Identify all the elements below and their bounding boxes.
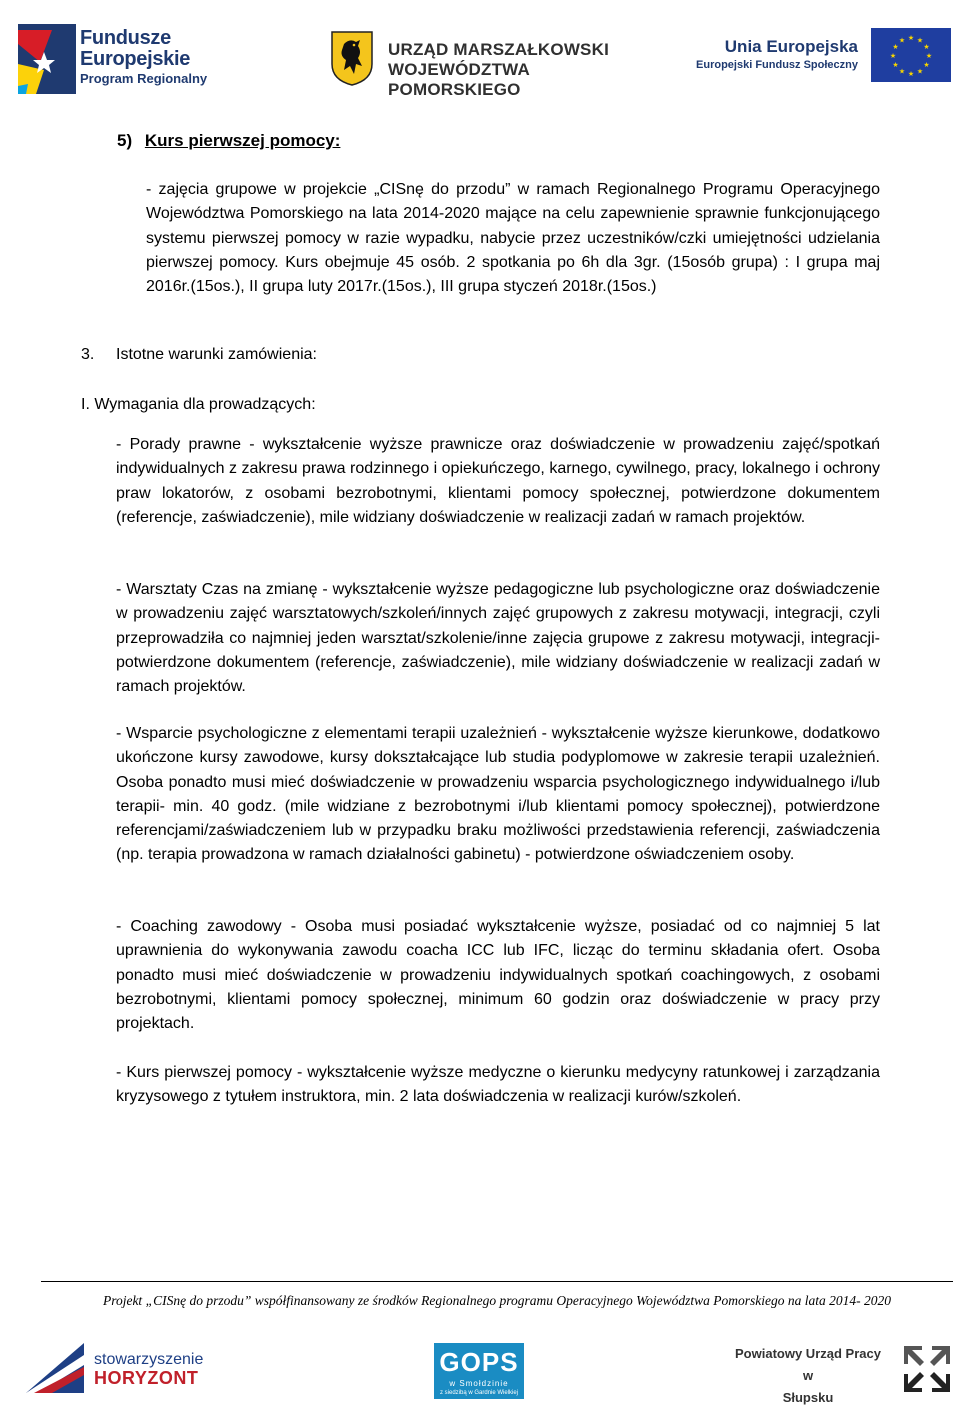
footer-divider [41,1281,953,1282]
svg-text:★: ★ [889,52,897,60]
svg-text:★: ★ [892,61,899,69]
unia-europejska-logo [690,28,950,88]
eu-flag-icon [871,28,951,82]
fe-flag-icon [14,24,76,94]
svg-text:★: ★ [907,70,915,78]
urzad-marszalkowski-logo [330,30,650,99]
svg-text:★: ★ [898,67,906,76]
svg-text:★: ★ [898,36,906,45]
horyzont-line-1: stowarzyszenie [94,1351,204,1368]
conditions-number: 3. [81,346,95,363]
fe-line-2: Europejskie [80,48,191,70]
pup-line-2: w [802,1368,814,1383]
requirements-subheading: I. Wymagania dla prowadzących: [81,396,316,413]
powiatowy-urzad-pracy-logo [722,1340,954,1405]
gops-title: GOPS [439,1347,519,1377]
requirement-paragraph: - Kurs pierwszej pomocy - wykształcenie wyższe medyczne o kierunku medycyny ratunkowej i zarządzania kryzysowego z tytułem instruktora, min. 2 lata doświadczenia w realizacji kurów/szkoleń. [116,1064,880,1106]
requirement-paragraph: - Wsparcie psychologiczne z elementami terapii uzależnień - wykształcenie wyższe kierunkowe, dodatkowo ukończone kursy zawodowe, kursy dokształcające lub studia podyplomowe w zakresie terapii uzależnień. Osoba ponadto musi mieć doświadczenie w prowadzeniu wsparcia psychologicznego indywidualnego i/lub terapii- min. 40 godz. (mile widziane z bezrobotnymi i/lub klientami pomocy społecznej), potwierdzone referencjami/zaświadczeniem lub w przypadku braku możliwości przedstawienia referencji, zaświadczenia (np. terapia prowadzona w ramach działalności gabinetu) - potwierdzone oświadczeniem osoby. [116,725,880,864]
fe-line-3: Program Regionalny [80,71,208,86]
um-line-2: WOJEWÓDZTWA POMORSKIEGO [388,60,530,99]
gops-line-2: z siedzibą w Gardnie Wielkiej [439,1390,519,1396]
ue-line-2: Europejski Fundusz Społeczny [696,59,858,71]
fe-line-1: Fundusze [80,27,171,49]
svg-text:★: ★ [916,36,924,45]
section-title: Kurs pierwszej pomocy: [144,131,341,150]
pup-line-3: Słupsku [782,1390,834,1405]
page-header [0,0,960,118]
svg-text:★: ★ [907,34,915,42]
fundusze-europejskie-logo [14,18,214,98]
requirement-paragraph: - Coaching zawodowy - Osoba musi posiadać wykształcenie wyższe, posiadać od co najmniej 5 lat uprawnienia do wykonywania zawodu coacha ICC lub IFC, licząc do terminu składania ofert. Osoba ponadto musi mieć doświadczenie w prowadzeniu indywidualnych spotkań coachingowych, z osobami bezrobotnymi, klientami pomocy społecznej, minimum 60 godzin oraz doświadczenie w pracy przy projektach. [116,918,880,1033]
svg-text:★: ★ [892,43,899,51]
requirement-paragraph: - Porady prawne - wykształcenie wyższe prawnicze oraz doświadczenie w prowadzeniu zajęć/spotkań indywidualnych z zakresu prawa rodzinnego i opiekuńczego, karnego, cywilnego, pracy, lokalnego i ochrony praw lokatorów, z osobami bezrobotnymi, klientami pomocy społecznej, potwierdzone dokumentem (referencje, zaświadczenie), mile widziany doświadczenie w realizacji zadań w ramach projektów. [116,436,880,526]
requirement-paragraph: - Warsztaty Czas na zmianę - wykształcenie wyższe pedagogiczne lub psychologiczne oraz doświadczenie w prowadzeniu zajęć warsztatowych/szkoleń/innych zajęć grupowych z zakresu motywacji, integracji, czyli przeprowadziła co najmniej jeden warsztat/szkolenie/inne zajęcia grupowe z zakresu motywacji, integracji- potwierdzone dokumentem (referencje, zaświadczenie), mile widziany doświadczenie w realizacji zadań w ramach projektów. [116,581,880,696]
horyzont-emblem-icon [26,1337,84,1393]
horyzont-logo [26,1337,216,1397]
pup-text [722,1343,894,1409]
section-heading [117,131,340,151]
gops-logo [434,1343,524,1399]
pup-line-2-3 [722,1365,894,1409]
pup-line-1: Powiatowy Urząd Pracy [735,1346,881,1361]
um-line-1: URZĄD MARSZAŁKOWSKI [388,40,609,59]
footer-project-note: Projekt „CISnę do przodu” współfinansowany ze środków Regionalnego programu Operacyjnego Województwa Pomorskiego na lata 2014- 2020 [102,1293,892,1308]
horyzont-line-2: HORYZONT [94,1368,199,1388]
conditions-heading [81,346,317,364]
section-intro-paragraph: - zajęcia grupowe w projekcie „CISnę do przodu” w ramach Regionalnego Programu Operacyjnego Województwa Pomorskiego na lata 2014-2020 mające na celu zapewnienie sprawnie funkcjonującego systemu pierwszej pomocy w razie wypadku, nabycie przez uczestników/czki umiejętności udzielania pierwszej pomocy. Kurs obejmuje 45 osób. 2 spotkania po 6h dla 3gr. (15osób grupa) : I grupa maj 2016r.(15os.), II grupa luty 2017r.(15os.), III grupa styczeń 2018r.(15os.) [146,181,880,296]
gops-line-1: w Smołdzinie [449,1379,509,1388]
conditions-title: Istotne warunki zamówienia: [116,346,317,363]
ue-line-1: Unia Europejska [724,37,858,56]
pup-arrows-icon [900,1342,954,1396]
svg-text:★: ★ [923,61,930,69]
svg-text:★: ★ [916,67,924,76]
griffin-crest-icon [330,30,374,86]
svg-text:★: ★ [923,43,930,51]
section-number: 5) [117,131,133,150]
svg-text:★: ★ [925,52,933,60]
